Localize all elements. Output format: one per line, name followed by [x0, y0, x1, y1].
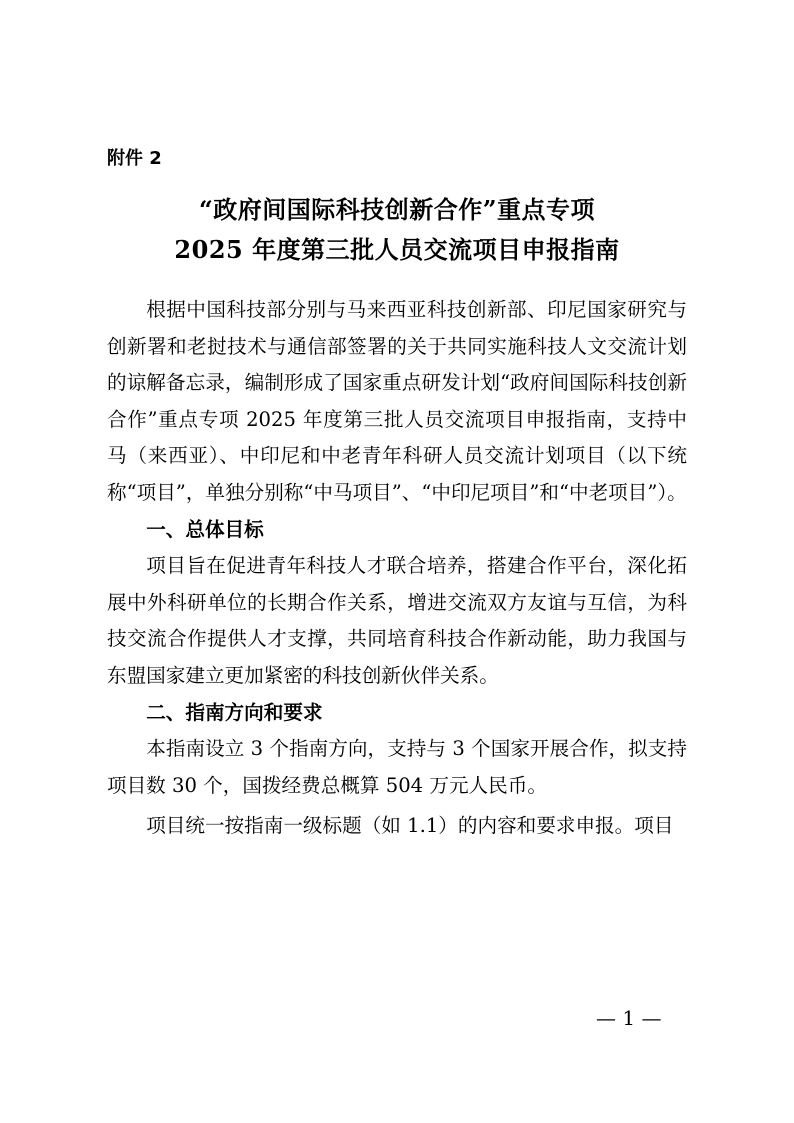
intro-paragraph: 根据中国科技部分别与马来西亚科技创新部、印尼国家研究与创新署和老挝技术与通信部签署的关于共同实施科技人文交流计划的谅解备忘录，编制形成了国家重点研发计划“政府间国际科技创新合作”重点专项 2025 年度第三批人员交流项目申报指南，支持中马（来西亚）、中印尼和中老青年科研人员交流计划项目（以下统称“项目”，单独分别称“中马项目”、“中印尼项目”和“中老项目”）。: [107, 298, 687, 504]
section-2-paragraph-2: 项目统一按指南一级标题（如 1.1）的内容和要求申报。项目: [146, 814, 674, 838]
document-body: [107, 292, 687, 845]
document-title-line-2: 2025 年度第三批人员交流项目申报指南: [174, 235, 620, 264]
page-number: — 1 —: [596, 1006, 662, 1030]
section-2-paragraph-1: 本指南设立 3 个指南方向，支持与 3 个国家开展合作，拟支持项目数 30 个，国拨经费总概算 504 万元人民币。: [107, 737, 687, 797]
attachment-label: 附件 2: [107, 148, 162, 169]
document-title-line-1: “政府间国际科技创新合作”重点专项: [198, 195, 596, 224]
section-1-paragraph: 项目旨在促进青年科技人才联合培养，搭建合作平台，深化拓展中外科研单位的长期合作关系，增进交流双方友谊与互信，为科技交流合作提供人才支撑，共同培育科技合作新动能，助力我国与东盟国家建立更加紧密的科技创新伙伴关系。: [107, 554, 687, 687]
section-2-heading: 二、指南方向和要求: [146, 700, 323, 724]
section-1-heading: 一、总体目标: [146, 517, 264, 541]
